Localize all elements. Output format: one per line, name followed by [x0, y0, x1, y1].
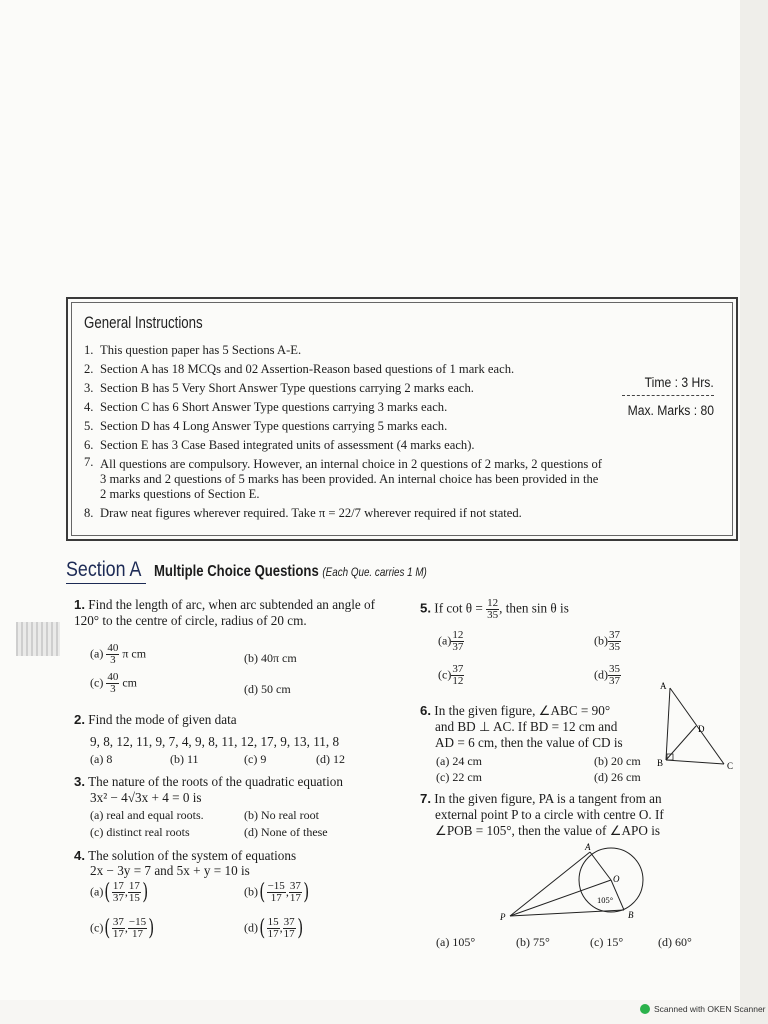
q5-option-b: (b) $\frac{37}{35}$ [594, 629, 620, 653]
q6-option-b: (b) 20 cm [594, 754, 641, 768]
q4-option-d: (d)( $\frac{15}{17}$ , $\frac{37}{17}$ ) [244, 916, 303, 941]
instruction-item: 3. Section B has 5 Very Short Answer Type questions carrying 2 marks each. [84, 381, 474, 395]
fraction: $\frac{12}{35}$ [487, 597, 499, 621]
angle-label: 105° [597, 895, 614, 905]
label-a: A [660, 681, 667, 691]
fraction: $\frac{17}{37}$ [112, 880, 124, 904]
side-bc [666, 760, 724, 764]
question-7: 7. In the given figure, PA is a tangent from an external point P to a circle with centre O. If ∠POB = 105°, then the value of ∠APO is [420, 791, 664, 838]
q2-option-d: (d) 12 [316, 752, 345, 766]
label-b: B [657, 758, 664, 768]
q3-option-b: (b) No real root [244, 808, 319, 822]
radius-oa [590, 852, 611, 880]
triangle-figure [656, 680, 738, 772]
fraction: $\frac{37}{17}$ [289, 880, 301, 904]
q2-option-b: (b) 11 [170, 752, 199, 766]
general-instructions-box [66, 297, 738, 541]
scanner-logo-icon [640, 1004, 650, 1014]
q6-option-c: (c) 22 cm [436, 770, 482, 784]
q2-option-c: (c) 9 [244, 752, 267, 766]
instruction-item: 7. All questions are compulsory. However, an internal choice in 2 questions of 2 marks, 2 questions of 3 marks and 2 questions of 5 marks has been provided. An internal choice has been provided in the 2 marks questions of Section E. [84, 455, 602, 501]
q1-option-a: (a) $\frac{40}{3}$ π cm [90, 642, 147, 666]
max-marks: Max. Marks : 80 [627, 403, 714, 418]
q3-option-a: (a) real and equal roots. [90, 808, 204, 822]
fraction: $\frac{12}{37}$ [452, 629, 464, 653]
q2-data: 9, 8, 12, 11, 9, 7, 4, 9, 8, 11, 12, 17, 9, 13, 11, 8 [90, 734, 340, 749]
fraction: $\frac{35}{37}$ [609, 663, 620, 687]
side-ab [666, 688, 670, 760]
line-po [510, 880, 614, 916]
question-4: 4. The solution of the system of equations [74, 848, 297, 863]
time-allowed: Time : 3 Hrs. [644, 375, 714, 390]
q6-option-a: (a) 24 cm [436, 754, 482, 768]
section-subtitle: Multiple Choice Questions (Each Que. carries 1 M) [154, 563, 427, 580]
label-d: D [698, 724, 705, 734]
q3-equation: 3x² − 4√3x + 4 = 0 is [90, 790, 202, 805]
q7-option-a: (a) 105° [436, 935, 476, 949]
instruction-item: 2. Section A has 18 MCQs and 02 Assertion-Reason based questions of 1 mark each. [84, 362, 515, 376]
fraction: $\frac{37}{35}$ [609, 629, 620, 653]
q3-option-d: (d) None of these [244, 825, 328, 839]
q2-option-a: (a) 8 [90, 752, 113, 766]
label-o: O [613, 874, 620, 884]
instruction-item: 8. Draw neat figures wherever required. Take π = 22/7 wherever required if not stated. [84, 506, 522, 520]
scanner-watermark: Scanned with OKEN Scanner [640, 1004, 766, 1014]
line-pb [510, 910, 624, 916]
fraction: $\frac{37}{12}$ [452, 663, 464, 687]
q5-option-d: (d) $\frac{35}{37}$ [594, 663, 620, 687]
instruction-item: 1. This question paper has 5 Sections A-E. [84, 343, 302, 357]
q7-option-b: (b) 75° [516, 935, 550, 949]
fraction: $\frac{37}{17}$ [112, 916, 124, 940]
question-1: 1. Find the length of arc, when arc subtended an angle of 120° to the centre of circle, radius of 20 cm. [74, 597, 376, 628]
question-3: 3. The nature of the roots of the quadratic equation [74, 774, 343, 789]
q4-equation: 2x − 3y = 7 and 5x + y = 10 is [90, 863, 250, 878]
section-title: Section A [66, 558, 142, 581]
divider [622, 395, 714, 396]
q3-option-c: (c) distinct real roots [90, 825, 190, 839]
fraction: $\frac{40}{3}$ [107, 642, 119, 666]
label-a: A [585, 842, 591, 852]
tangent-circle-figure [496, 840, 646, 925]
fraction: $\frac{-15}{17}$ [267, 880, 285, 904]
q5-option-a: (a) $\frac{12}{37}$ [438, 629, 464, 653]
q6-option-d: (d) 26 cm [594, 770, 641, 784]
side-ac [670, 688, 724, 764]
instruction-item: 6. Section E has 3 Case Based integrated units of assessment (4 marks each). [84, 438, 475, 452]
instruction-item: 5. Section D has 4 Long Answer Type questions carrying 5 marks each. [84, 419, 448, 433]
q7-option-d: (d) 60° [658, 935, 692, 949]
fraction: $\frac{-15}{17}$ [128, 916, 147, 940]
q4-option-a: (a)( $\frac{17}{37}$ , $\frac{17}{15}$ ) [90, 880, 149, 905]
label-c: C [727, 761, 734, 771]
q1-option-b: (b) 40π cm [244, 651, 297, 665]
instructions-list [84, 341, 604, 523]
segment-bd [666, 726, 696, 760]
label-b: B [628, 910, 634, 920]
question-6: 6. In the given figure, ∠ABC = 90° and BD ⊥ AC. If BD = 12 cm and AD = 6 cm, then the value of CD is [420, 703, 623, 750]
tangent-pa [510, 852, 590, 916]
q7-option-c: (c) 15° [590, 935, 624, 949]
fraction: $\frac{15}{17}$ [267, 916, 279, 940]
instructions-title: General Instructions [84, 313, 203, 332]
scan-edge [740, 0, 768, 1024]
q4-option-b: (b)( $\frac{-15}{17}$ , $\frac{37}{17}$ ) [244, 880, 310, 905]
q5-option-c: (c) $\frac{37}{12}$ [438, 663, 464, 687]
question-1-text: Find the length of arc, when arc subtended an angle of 120° to the centre of circle, radius of 20 cm. [74, 597, 376, 628]
scan-smudge [16, 622, 60, 656]
q1-option-c: (c) $\frac{40}{3}$ cm [90, 671, 137, 695]
q4-option-c: (c)( $\frac{37}{17}$ , $\frac{-15}{17}$ ) [90, 916, 155, 941]
question-5: 5. If cot θ = $\frac{12}{35}$ , then sin θ is [420, 597, 569, 621]
fraction: $\frac{17}{15}$ [128, 880, 140, 904]
section-note: (Each Que. carries 1 M) [322, 565, 427, 579]
q1-option-d: (d) 50 cm [244, 682, 291, 696]
section-underline [66, 583, 146, 584]
fraction: $\frac{37}{17}$ [283, 916, 295, 940]
instruction-item: 4. Section C has 6 Short Answer Type questions carrying 3 marks each. [84, 400, 448, 414]
label-p: P [500, 912, 506, 922]
question-2: 2. Find the mode of given data [74, 712, 237, 727]
fraction: $\frac{40}{3}$ [107, 671, 119, 695]
